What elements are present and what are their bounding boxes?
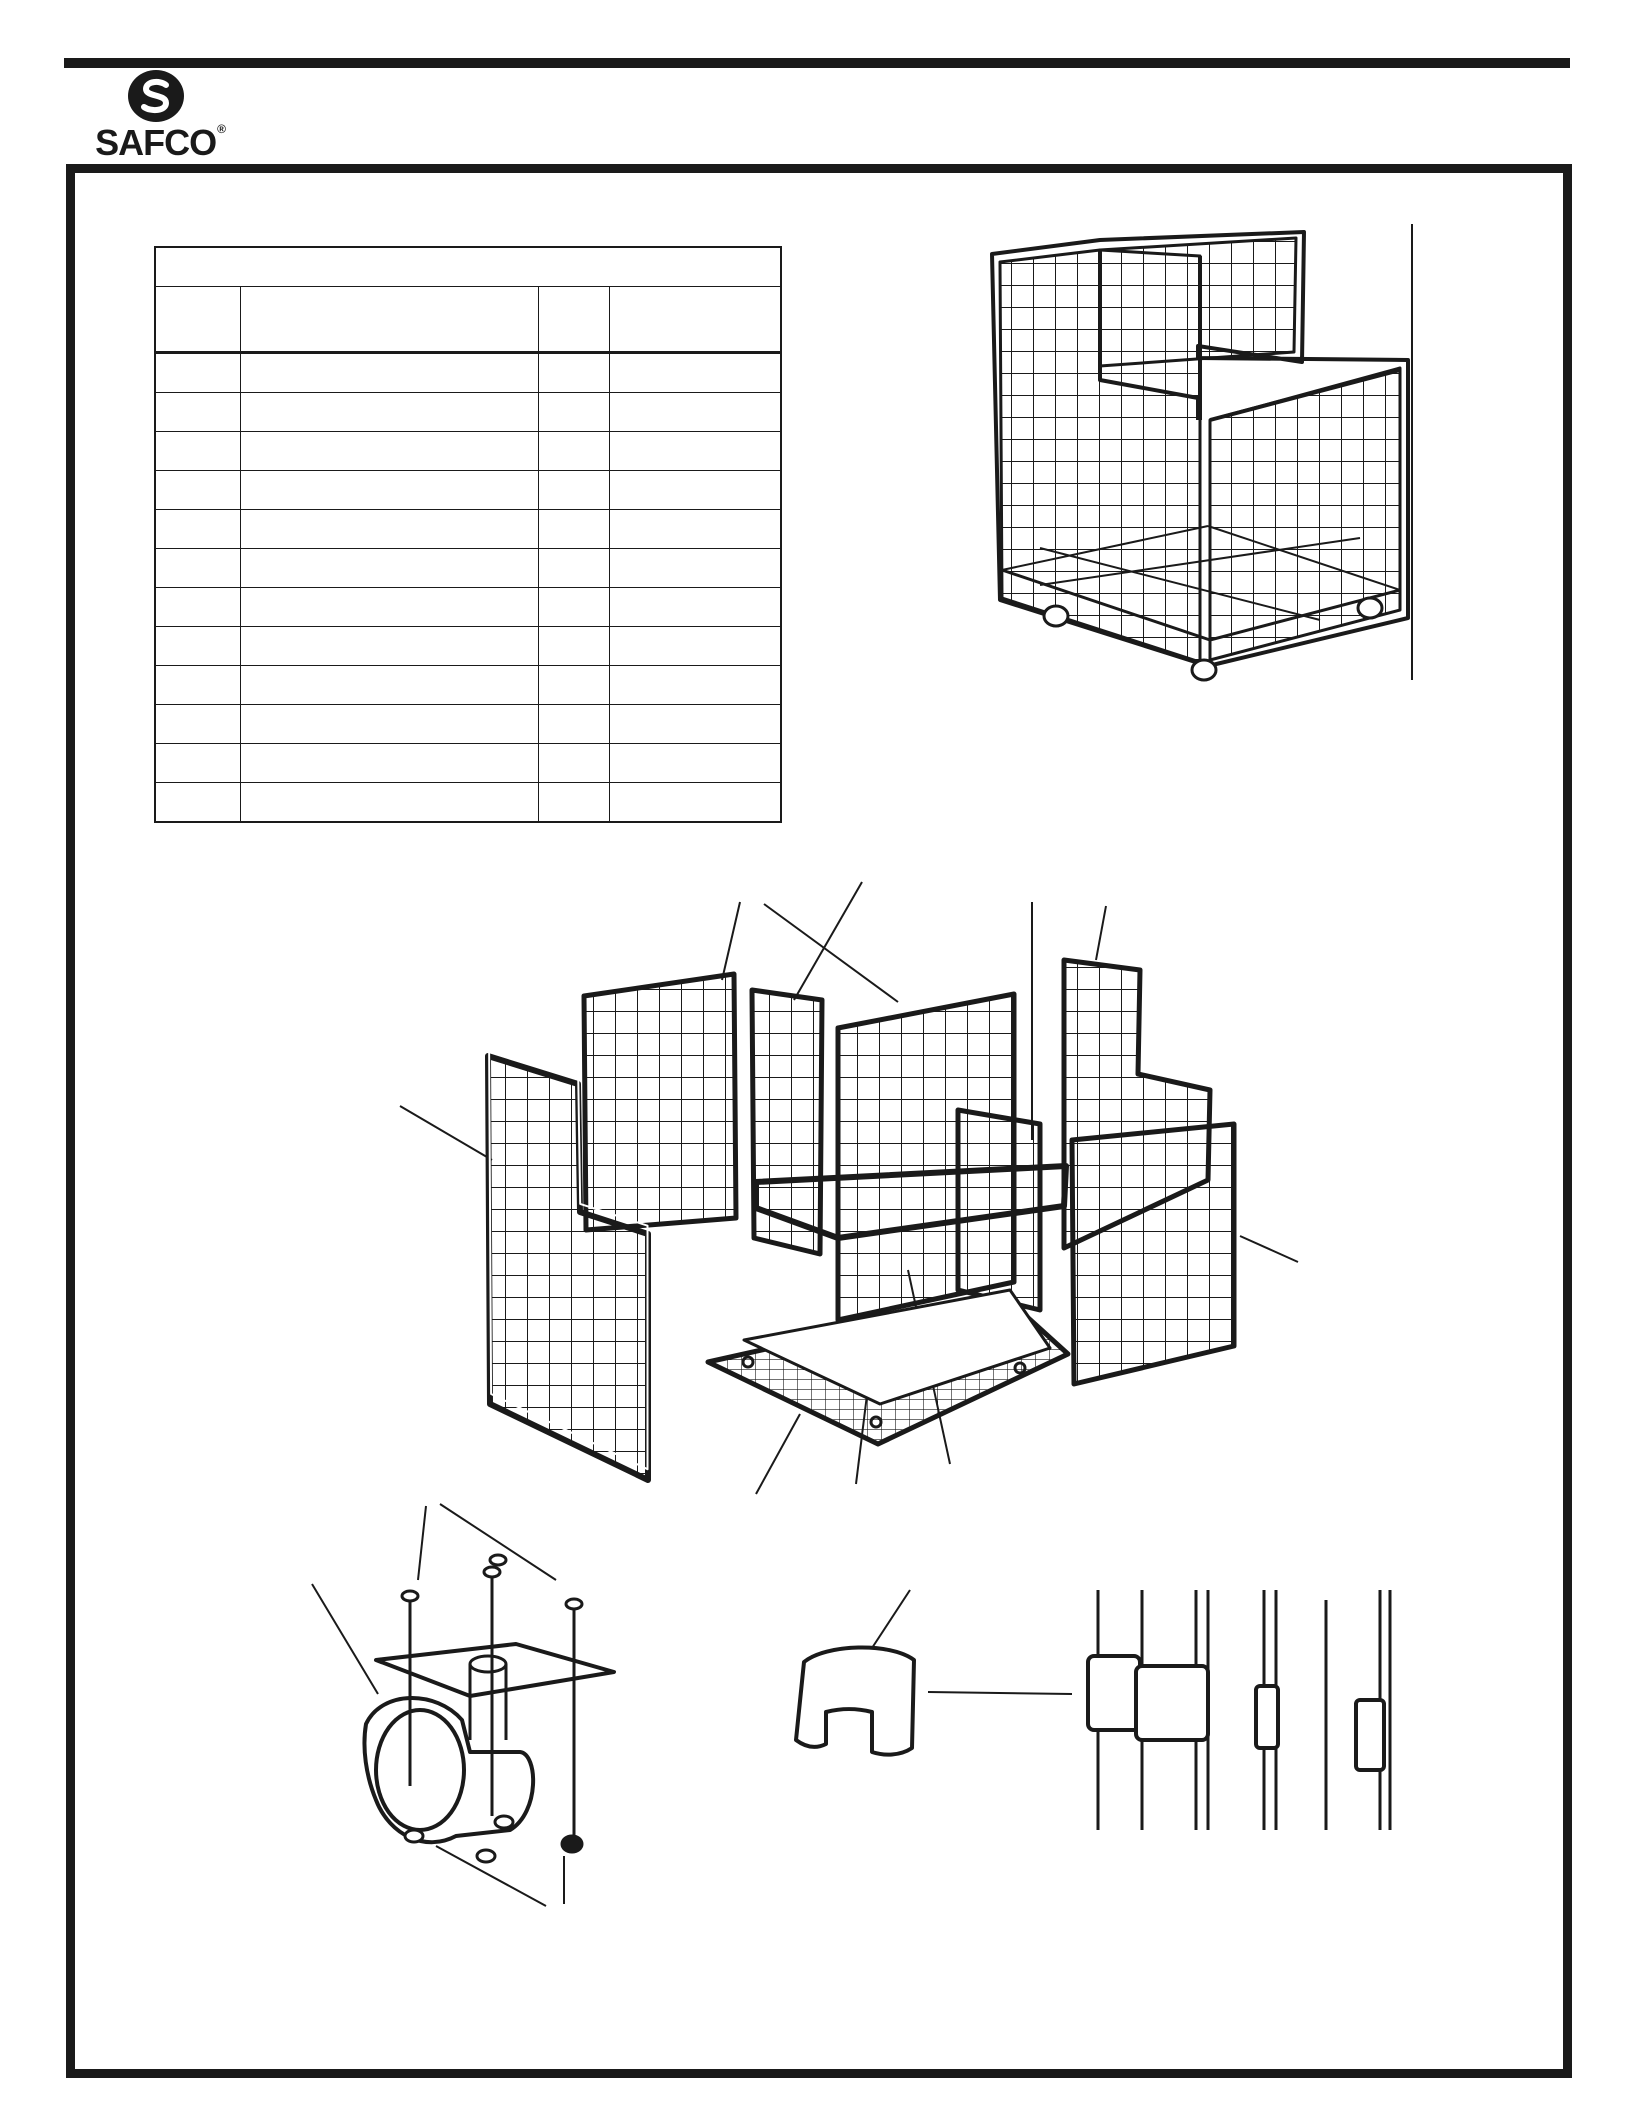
clip-detail-illustration <box>796 1590 1390 1830</box>
registered-mark: ® <box>217 122 225 136</box>
brand-name: SAFCO <box>95 122 217 163</box>
exploded-view-illustration <box>400 882 1298 1494</box>
caster-detail-illustration <box>312 1504 614 1906</box>
assembled-bin-illustration <box>992 224 1412 680</box>
